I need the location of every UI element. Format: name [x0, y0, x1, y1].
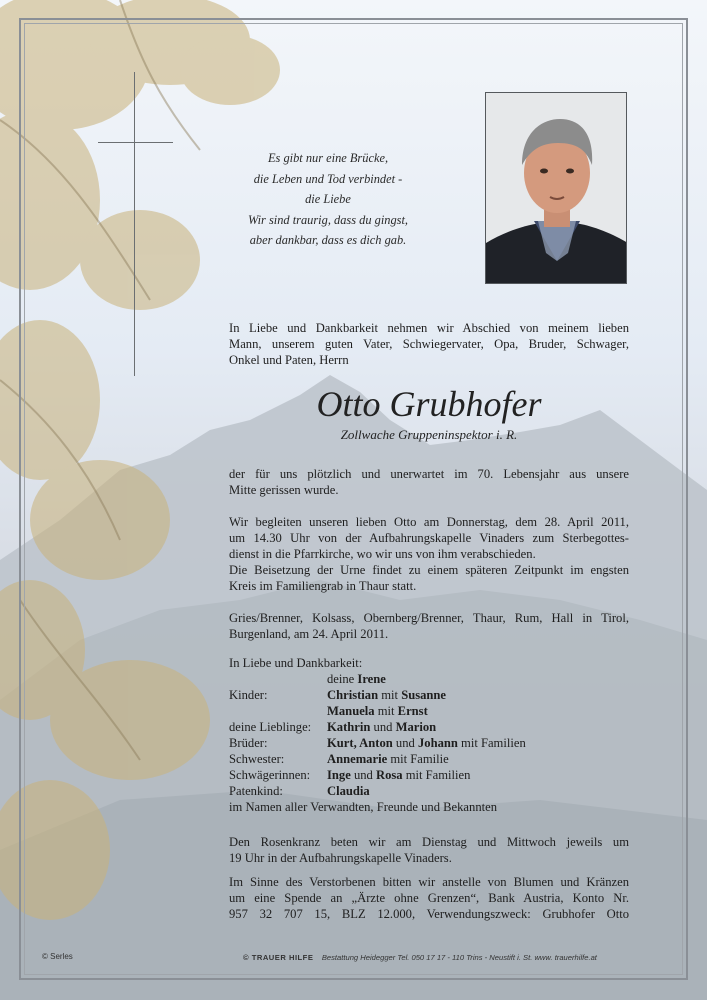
mourner-name: Marion	[395, 720, 437, 734]
mourner-row	[229, 719, 649, 735]
death-line: der für uns plötzlich und unerwartet im 70. Lebensjahr aus unsere	[229, 467, 629, 481]
mourner-name: Kurt, Anton	[327, 736, 393, 750]
mourner-label	[229, 671, 327, 687]
mourner-name: Annemarie	[327, 752, 388, 766]
mourner-names	[327, 671, 386, 687]
death-line: Mitte gerissen wurde.	[229, 483, 339, 497]
mourner-label: deine Lieblinge:	[229, 720, 312, 734]
mourner-connector: mit	[378, 688, 402, 702]
mourner-name: Irene	[357, 672, 386, 686]
mourner-label	[229, 703, 327, 719]
mourner-names	[327, 751, 449, 767]
mourner-row	[229, 687, 649, 703]
mourner-name: Rosa	[375, 768, 403, 782]
mourner-connector: und	[350, 768, 376, 782]
mourners-intro: In Liebe und Dankbarkeit:	[229, 656, 363, 670]
funeral-line: Die Beisetzung der Urne findet zu einem späteren Zeitpunkt im engsten	[229, 563, 629, 577]
mourner-name: Christian	[327, 688, 379, 702]
mourners-list	[229, 655, 649, 815]
poem-line: aber dankbar, dass es dich gab.	[249, 233, 407, 248]
intro-line: In Liebe und Dankbarkeit nehmen wir Abschied von meinem lieben	[229, 321, 629, 335]
poem-line: die Liebe	[305, 192, 351, 207]
photo-credit: © Serles	[42, 952, 73, 961]
place-line: Gries/Brenner, Kolsass, Obernberg/Brenner, Thaur, Rum, Hall in Tirol,	[229, 611, 629, 625]
rosary-paragraph	[229, 834, 629, 866]
mourner-row	[229, 671, 649, 687]
funeral-paragraph	[229, 514, 629, 594]
mourner-names	[327, 735, 526, 751]
poem-line: Wir sind traurig, dass du gingst,	[247, 212, 409, 227]
mourner-row	[229, 783, 649, 799]
mourner-names	[327, 703, 428, 719]
mourners-outro: im Namen aller Verwandten, Freunde und Bekannten	[229, 800, 498, 814]
intro-line: Onkel und Paten, Herrn	[229, 353, 349, 367]
place-line: Burgenland, am 24. April 2011.	[229, 627, 389, 641]
poem-line: die Leben und Tod verbindet -	[253, 171, 403, 186]
funeral-line: dienst in die Pfarrkirche, wo wir uns von ihm verabschieden.	[229, 547, 536, 561]
place-date	[229, 610, 629, 642]
mourner-names	[327, 719, 436, 735]
funeral-line: um 14.30 Uhr von der Aufbahrungskapelle Vinaders zum Sterbegottes-	[229, 531, 629, 545]
mourner-row	[229, 767, 649, 783]
footer-contact: Bestattung Heidegger Tel. 050 17 17 - 110 Trins - Neustift i. St. www. trauerhilfe.at	[321, 953, 597, 962]
mourner-name: Claudia	[327, 784, 370, 798]
mourner-name: Susanne	[401, 688, 446, 702]
donation-line: Im Sinne des Verstorbenen bitten wir anstelle von Blumen und Kränzen	[229, 875, 629, 889]
mourner-connector: mit	[374, 704, 398, 718]
mourner-connector: deine	[327, 672, 358, 686]
mourner-connector: mit Familien	[457, 736, 526, 750]
mourner-names	[327, 687, 446, 703]
mourner-label: Kinder:	[229, 688, 268, 702]
mourner-row	[229, 751, 649, 767]
poem-line: Es gibt nur eine Brücke,	[267, 151, 389, 165]
mourner-label: Patenkind:	[229, 784, 283, 798]
rosary-line: Den Rosenkranz beten wir am Dienstag und Mittwoch jeweils um	[229, 835, 629, 849]
poem	[230, 148, 426, 251]
deceased-name: Otto Grubhofer	[316, 384, 542, 424]
mourner-name: Manuela	[327, 704, 375, 718]
funeral-line: Kreis im Familiengrab in Thaur statt.	[229, 579, 417, 593]
donation-line: um eine Spende an „Ärzte ohne Grenzen“, Bank Austria, Konto Nr.	[229, 891, 629, 905]
mourner-connector: und	[392, 736, 418, 750]
rosary-line: 19 Uhr in der Aufbahrungskapelle Vinaders.	[229, 851, 452, 865]
mourner-label: Schwägerinnen:	[229, 768, 311, 782]
donation-line: 957 32 707 15, BLZ 12.000, Verwendungszweck: Grubhofer Otto	[229, 907, 629, 921]
cross-icon-bar	[98, 142, 173, 143]
mourner-names	[327, 783, 370, 799]
death-paragraph	[229, 466, 629, 498]
mourner-name: Ernst	[397, 704, 428, 718]
mourner-connector: mit Familien	[402, 768, 471, 782]
portrait-photo	[485, 92, 627, 284]
mourner-connector: mit Familie	[387, 752, 449, 766]
mourner-label: Brüder:	[229, 736, 268, 750]
footer	[243, 953, 597, 962]
mourner-connector: und	[370, 720, 396, 734]
intro-paragraph	[229, 320, 629, 368]
cross-icon	[134, 72, 135, 376]
mourner-row	[229, 703, 649, 719]
mourner-label: Schwester:	[229, 752, 285, 766]
footer-brand: © TRAUER HILFE	[243, 953, 314, 962]
deceased-title: Zollwache Gruppeninspektor i. R.	[340, 427, 518, 442]
funeral-line: Wir begleiten unseren lieben Otto am Donnerstag, dem 28. April 2011,	[229, 515, 629, 529]
mourner-row	[229, 735, 649, 751]
mourner-name: Inge	[327, 768, 351, 782]
intro-line: Mann, unserem guten Vater, Schwiegervater, Opa, Bruder, Schwager,	[229, 337, 629, 351]
mourner-name: Johann	[417, 736, 458, 750]
donation-paragraph	[229, 874, 629, 922]
mourner-name: Kathrin	[327, 720, 371, 734]
mourner-names	[327, 767, 470, 783]
